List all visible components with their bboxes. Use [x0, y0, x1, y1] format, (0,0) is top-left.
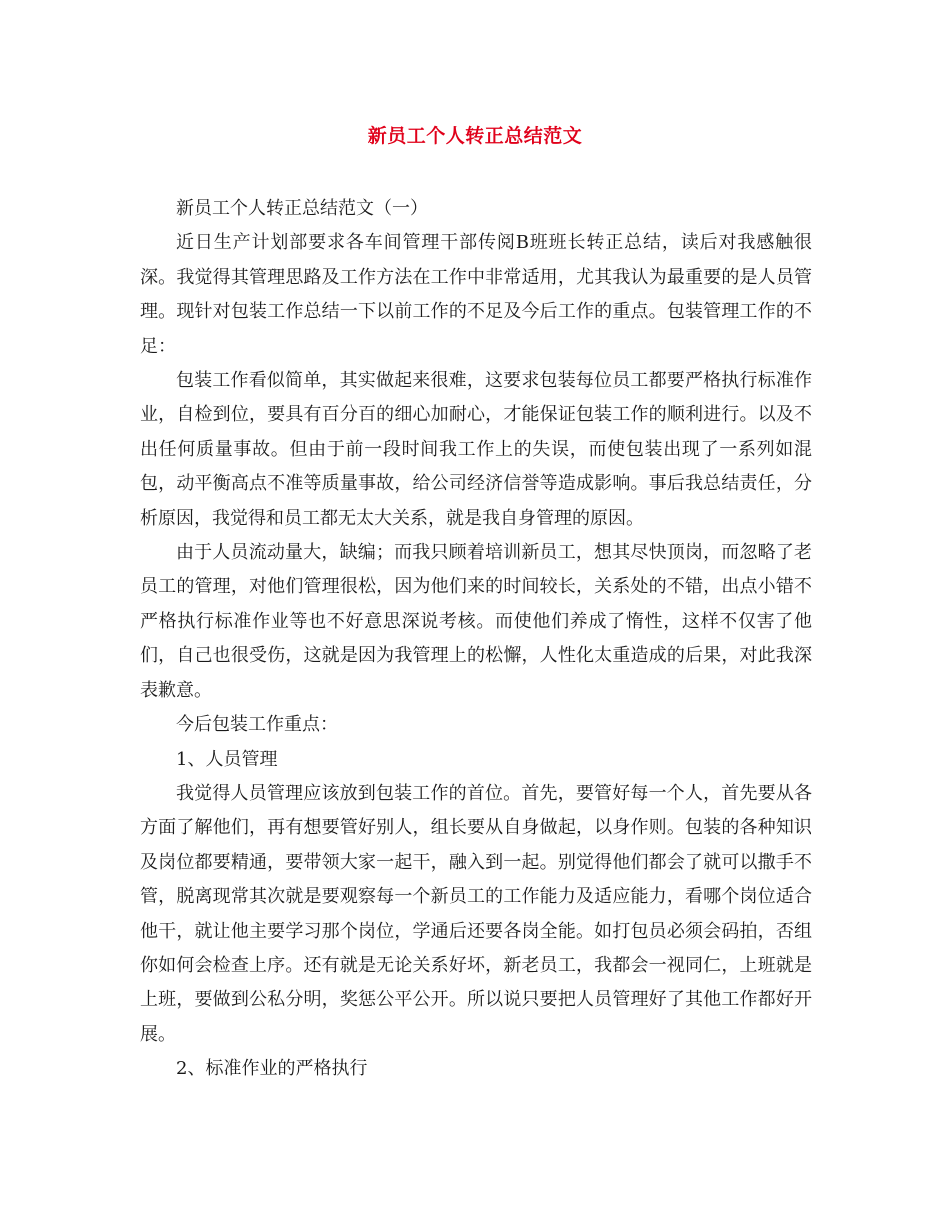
paragraph: 近日生产计划部要求各车间管理干部传阅B班班长转正总结，读后对我感触很深。我觉得其管理思路及工作方法在工作中非常适用，尤其我认为最重要的是人员管理。现针对包装工作总结一下以前工作的不足及今后工作的重点。包装管理工作的不足： [140, 232, 812, 357]
document-title: 新员工个人转正总结范文 [367, 125, 583, 147]
paragraph: 由于人员流动量大，缺编；而我只顾着培训新员工，想其尽快顶岗，而忽略了老员工的管理，对他们管理很松，因为他们来的时间较长，关系处的不错，出点小错不严格执行标准作业等也不好意思深说考核。而使他们养成了惰性，这样不仅害了他们，自己也很受伤，这就是因为我管理上的松懈，人性化太重造成的后果，对此我深表歉意。 [140, 542, 812, 701]
list-item-heading: 2、标准作业的严格执行 [176, 1058, 368, 1080]
section-heading: 新员工个人转正总结范文（一） [176, 198, 428, 219]
subheading: 今后包装工作重点： [176, 714, 338, 736]
paragraph: 包装工作看似简单，其实做起来很难，这要求包装每位员工都要严格执行标准作业，自检到位，要具有百分百的细心加耐心，才能保证包装工作的顺利进行。以及不出任何质量事故。但由于前一段时间我工作上的失误，而使包装出现了一系列如混包，动平衡高点不准等质量事故，给公司经济信誉等造成影响。事后我总结责任，分析原因，我觉得和员工都无太大关系，就是我自身管理的原因。 [140, 370, 812, 529]
paragraph: 我觉得人员管理应该放到包装工作的首位。首先，要管好每一个人，首先要从各方面了解他们，再有想要管好别人，组长要从自身做起，以身作则。包装的各种知识及岗位都要精通，要带领大家一起干，融入到一起。别觉得他们都会了就可以撒手不管，脱离现常其次就是要观察每一个新员工的工作能力及适应能力，看哪个岗位适合他干，就让他主要学习那个岗位，学通后还要各岗全能。如打包员必须会码拍，否组你如何会检查上序。还有就是无论关系好坏，新老员工，我都会一视同仁，上班就是上班，要做到公私分明，奖惩公平公开。所以说只要把人员管理好了其他工作都好开展。 [140, 782, 812, 1045]
list-item-heading: 1、人员管理 [176, 748, 278, 770]
document-body [140, 192, 812, 1087]
